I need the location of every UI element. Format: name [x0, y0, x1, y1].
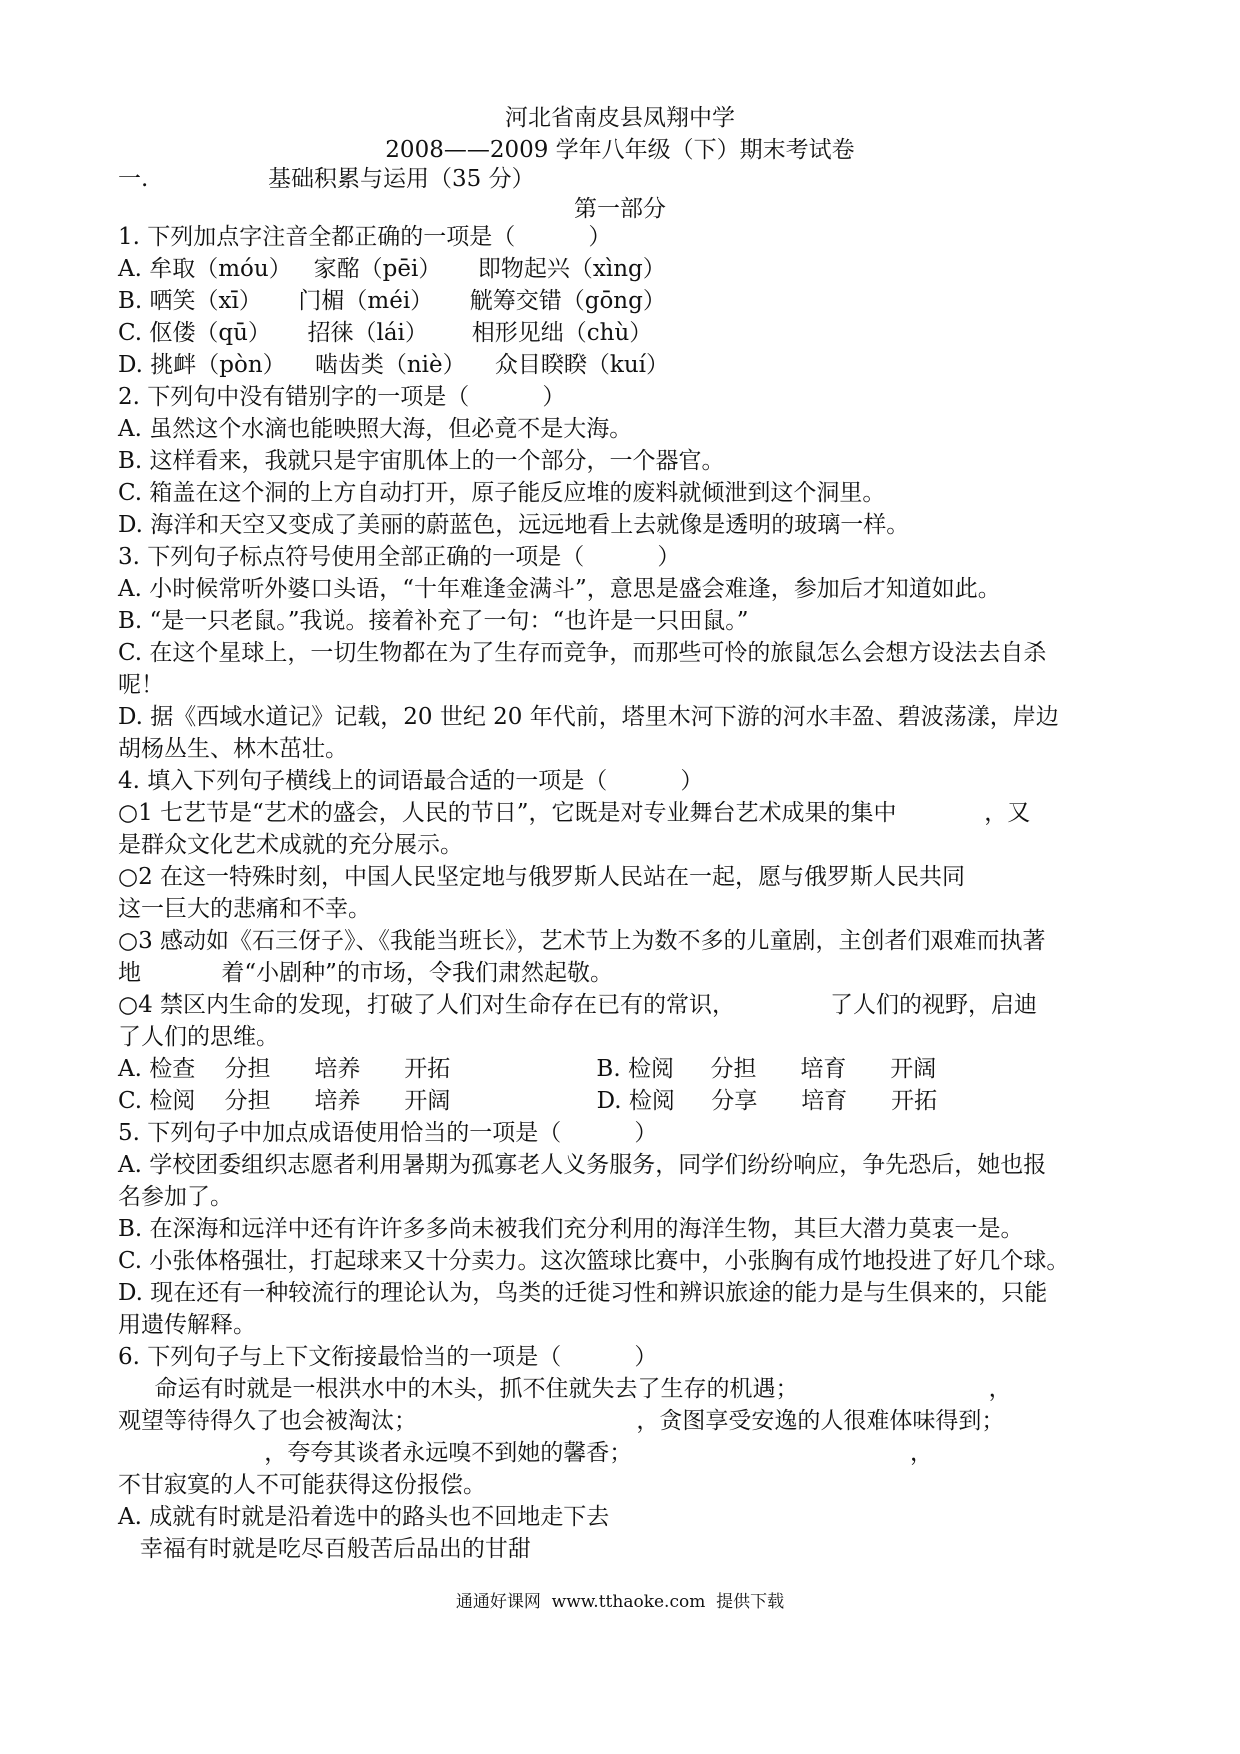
question-1: 1. 下列加点字注音全都正确的一项是（ ） — [118, 224, 612, 250]
exam-title: 2008——2009 学年八年级（下）期末考试卷 — [385, 137, 855, 163]
section-title: 基础积累与运用（35 分） — [268, 166, 535, 192]
question-5: 5. 下列句子中加点成语使用恰当的一项是（ ） — [118, 1120, 658, 1146]
q5-option-d: D. 现在还有一种较流行的理论认为，鸟类的迁徙习性和辨识旅途的能力是与生俱来的，只能 — [118, 1280, 1048, 1306]
q4-sentence-3-cont: 地 着“小剧种”的市场，令我们肃然起敬。 — [118, 960, 613, 986]
q2-option-d: D. 海洋和天空又变成了美丽的蔚蓝色，远远地看上去就像是透明的玻璃一样。 — [118, 512, 910, 538]
q1-option-a: A. 牟取（móu） 家酩（pēi） 即物起兴（xìng） — [118, 256, 666, 282]
q1-option-d: D. 挑衅（pòn） 啮齿类（niè） 众目睽睽（kuí） — [118, 352, 670, 378]
q6-passage-line-2: 观望等待得久了也会被淘汰； ，贪图享受安逸的人很难体味得到； — [118, 1408, 1005, 1434]
q3-option-d: D. 据《西域水道记》记载，20 世纪 20 年代前，塔里木河下游的河水丰盈、碧波荡漾，岸边 — [118, 704, 1059, 730]
q4-options-ab: A. 检查 分担 培养 开拓 B. 检阅 分担 培育 开阔 — [118, 1056, 937, 1082]
q4-sentence-4: ○4 禁区内生命的发现，打破了人们对生命存在已有的常识， 了人们的视野，启迪 — [118, 992, 1038, 1018]
q4-sentence-4-cont: 了人们的思维。 — [118, 1024, 279, 1050]
q3-option-b: B. “是一只老鼠。”我说。接着补充了一句：“也许是一只田鼠。” — [118, 608, 749, 634]
q2-option-b: B. 这样看来，我就只是宇宙肌体上的一个部分，一个器官。 — [118, 448, 725, 474]
q4-sentence-2: ○2 在这一特殊时刻，中国人民坚定地与俄罗斯人民站在一起，愿与俄罗斯人民共同 — [118, 864, 966, 890]
q2-option-c: C. 箱盖在这个洞的上方自动打开，原子能反应堆的废料就倾泄到这个洞里。 — [118, 480, 886, 506]
q6-passage-line-3: ，夸夸其谈者永远嗅不到她的馨香； ， — [118, 1440, 934, 1466]
q3-option-a: A. 小时候常听外婆口头语，“十年难逢金满斗”，意思是盛会难逢，参加后才知道如此。 — [118, 576, 1001, 602]
q4-sentence-1-cont: 是群众文化艺术成就的充分展示。 — [118, 832, 463, 858]
q4-sentence-2-cont: 这一巨大的悲痛和不幸。 — [118, 896, 371, 922]
q5-option-d-cont: 用遗传解释。 — [118, 1312, 256, 1338]
q3-option-d-cont: 胡杨丛生、林木茁壮。 — [118, 736, 348, 762]
question-3: 3. 下列句子标点符号使用全部正确的一项是（ ） — [118, 544, 681, 570]
q1-option-c: C. 伛偻（qū） 招徕（lái） 相形见绌（chù） — [118, 320, 653, 346]
school-name: 河北省南皮县凤翔中学 — [505, 105, 735, 131]
q2-option-a: A. 虽然这个水滴也能映照大海，但必竟不是大海。 — [118, 416, 633, 442]
q5-option-c: C. 小张体格强壮，打起球来又十分卖力。这次篮球比赛中，小张胸有成竹地投进了好几个球。 — [118, 1248, 1070, 1274]
q5-option-b: B. 在深海和远洋中还有许许多多尚未被我们充分利用的海洋生物，其巨大潜力莫衷一是。 — [118, 1216, 1024, 1242]
question-6: 6. 下列句子与上下文衔接最恰当的一项是（ ） — [118, 1344, 658, 1370]
q4-sentence-1: ○1 七艺节是“艺术的盛会，人民的节日”，它既是对专业舞台艺术成果的集中 ，又 — [118, 800, 1031, 826]
part-heading: 第一部分 — [574, 196, 666, 222]
q5-option-a-cont: 名参加了。 — [118, 1184, 233, 1210]
q6-option-a-cont: 幸福有时就是吃尽百般苦后品出的甘甜 — [118, 1536, 531, 1562]
q4-options-cd: C. 检阅 分担 培养 开阔 D. 检阅 分享 培育 开拓 — [118, 1088, 938, 1114]
q6-passage-line-4: 不甘寂寞的人不可能获得这份报偿。 — [118, 1472, 486, 1498]
q6-option-a: A. 成就有时就是沿着选中的路头也不回地走下去 — [118, 1504, 610, 1530]
question-2: 2. 下列句中没有错别字的一项是（ ） — [118, 384, 566, 410]
footer-download-note: 通通好课网 www.tthaoke.com 提供下载 — [455, 1592, 785, 1612]
q4-sentence-3: ○3 感动如《石三伢子》、《我能当班长》，艺术节上为数不多的儿童剧，主创者们艰难而执著 — [118, 928, 1046, 954]
section-number: 一. — [118, 166, 149, 192]
q3-option-c: C. 在这个星球上，一切生物都在为了生存而竞争，而那些可怜的旅鼠怎么会想方设法去自杀 — [118, 640, 1047, 666]
q1-option-b: B. 哂笑（xī） 门楣（méi） 觥筹交错（gōng） — [118, 288, 666, 314]
q3-option-c-cont: 呢！ — [118, 672, 164, 698]
question-4: 4. 填入下列句子横线上的词语最合适的一项是（ ） — [118, 768, 704, 794]
q5-option-a: A. 学校团委组织志愿者利用暑期为孤寡老人义务服务，同学们纷纷响应，争先恐后，她也报 — [118, 1152, 1047, 1178]
q6-passage-line-1: 命运有时就是一根洪水中的木头，抓不住就失去了生存的机遇； ， — [118, 1376, 1012, 1402]
